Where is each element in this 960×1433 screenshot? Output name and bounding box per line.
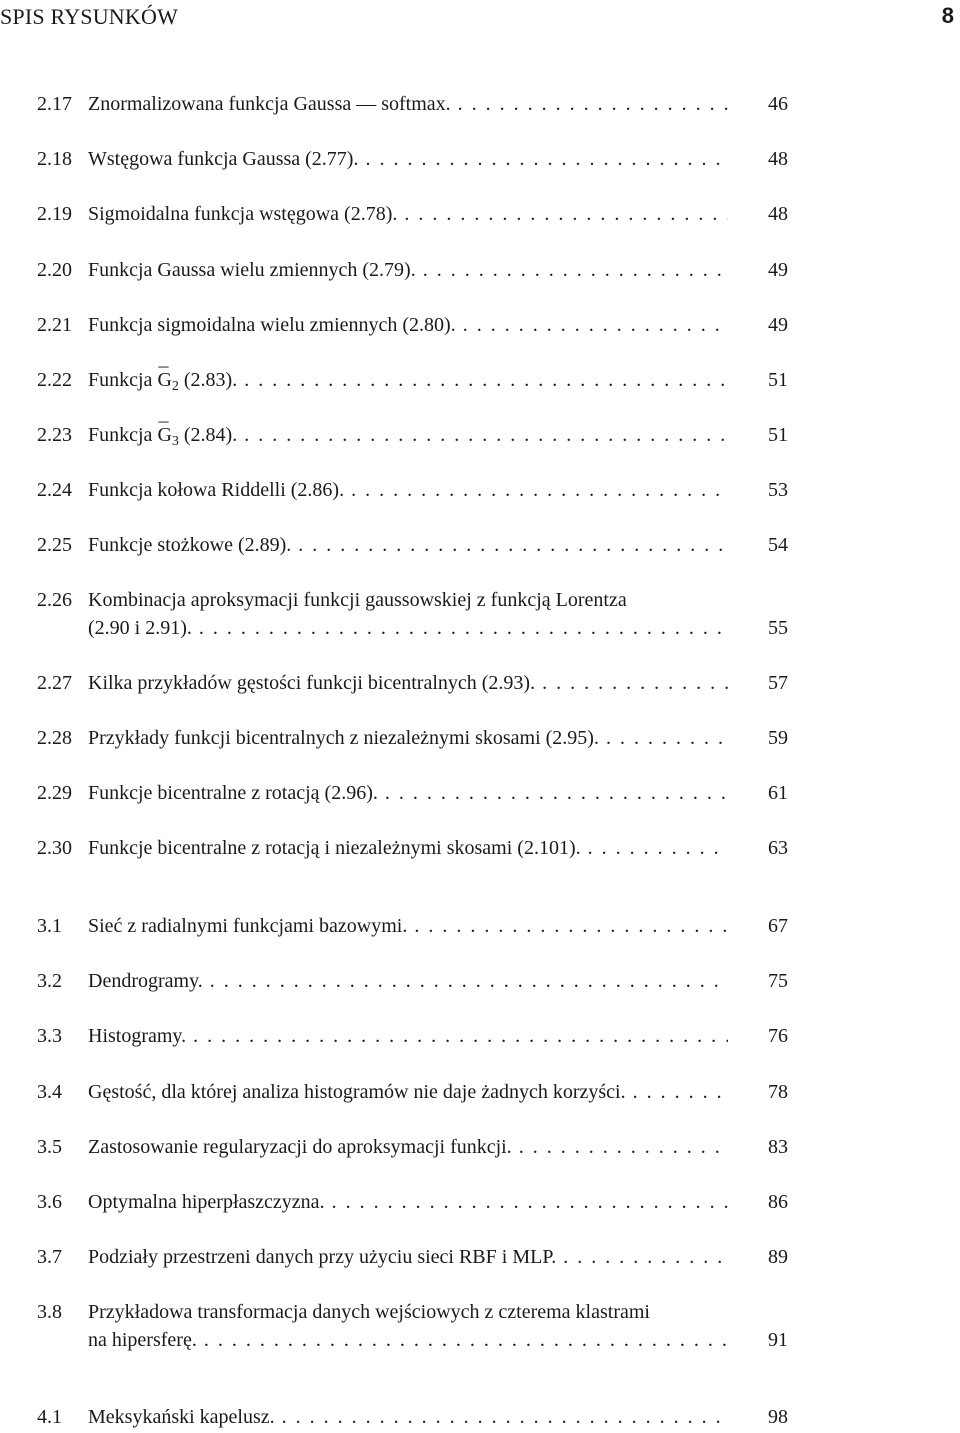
g-bar-symbol: ¯ G — [157, 424, 171, 446]
page-header — [0, 0, 960, 34]
entry-page: 53 — [768, 479, 788, 501]
entry-page: 76 — [768, 1025, 788, 1047]
entry-title: Histogramy. — [88, 1025, 187, 1047]
entry-number: 2.26 — [37, 589, 72, 611]
entry-number: 3.5 — [37, 1136, 62, 1158]
entry-number: 2.19 — [37, 203, 72, 225]
entry-page: 49 — [768, 314, 788, 336]
entry-number: 2.29 — [37, 782, 72, 804]
entry-page: 75 — [768, 970, 788, 992]
entry-page: 63 — [768, 837, 788, 859]
entry-number: 3.6 — [37, 1191, 62, 1213]
entry-title-line1: Przykładowa transformacja danych wejściowych z czterema klastrami — [88, 1301, 650, 1323]
entry-page: 61 — [768, 782, 788, 804]
entry-title: Podziały przestrzeni danych przy użyciu sieci RBF i MLP. — [88, 1246, 557, 1268]
entry-page: 91 — [768, 1329, 788, 1351]
entry-title: Przykłady funkcji bicentralnych z niezależnymi skosami (2.95). — [88, 727, 599, 749]
entry-title: Funkcja sigmoidalna wielu zmiennych (2.80). — [88, 314, 456, 336]
entry-number: 2.27 — [37, 672, 72, 694]
entry-title: Funkcje bicentralne z rotacją i niezależnymi skosami (2.101). — [88, 837, 581, 859]
entry-page: 48 — [768, 148, 788, 170]
entry-page: 89 — [768, 1246, 788, 1268]
entry-title: Funkcja ¯ $G_3$ (2.84). — [88, 424, 237, 446]
entry-number: 3.1 — [37, 915, 62, 937]
entry-title: Znormalizowana funkcja Gaussa — softmax. — [88, 93, 451, 115]
entry-page: 55 — [768, 617, 788, 639]
entry-number: 2.22 — [37, 369, 72, 391]
entry-title: Funkcje stożkowe (2.89). — [88, 534, 292, 556]
entry-title-line2: (2.90 i 2.91). — [88, 617, 192, 639]
entry-page: 51 — [768, 424, 788, 446]
entry-page: 59 — [768, 727, 788, 749]
entry-title: Funkcja Gaussa wielu zmiennych (2.79). — [88, 259, 416, 281]
entry-title-line2: na hipersferę. — [88, 1329, 197, 1351]
entry-title: Gęstość, dla której analiza histogramów nie daje żadnych korzyści. — [88, 1081, 626, 1103]
entry-page: 49 — [768, 259, 788, 281]
entry-title: Funkcje bicentralne z rotacją (2.96). — [88, 782, 378, 804]
entry-number: 3.2 — [37, 970, 62, 992]
entry-page: 86 — [768, 1191, 788, 1213]
entry-title: Sigmoidalna funkcja wstęgowa (2.78). — [88, 203, 398, 225]
entry-page: 51 — [768, 369, 788, 391]
entry-page: 83 — [768, 1136, 788, 1158]
entry-page: 48 — [768, 203, 788, 225]
header-page-number: 8 — [941, 3, 954, 28]
entry-number: 2.17 — [37, 93, 72, 115]
entry-title: Optymalna hiperpłaszczyzna. — [88, 1191, 325, 1213]
entry-number: 2.21 — [37, 314, 72, 336]
g-bar-symbol: ¯ G — [157, 369, 171, 391]
entry-page: 57 — [768, 672, 788, 694]
entry-page: 54 — [768, 534, 788, 556]
entry-number: 3.7 — [37, 1246, 62, 1268]
entry-number: 2.30 — [37, 837, 72, 859]
entry-number: 3.4 — [37, 1081, 62, 1103]
entry-title: Funkcja ¯ $G_2$ (2.83). — [88, 369, 237, 391]
entry-number: 4.1 — [37, 1406, 62, 1428]
entry-page: 46 — [768, 93, 788, 115]
entry-title: Meksykański kapelusz. — [88, 1406, 275, 1428]
entry-number: 2.25 — [37, 534, 72, 556]
entry-number: 2.23 — [37, 424, 72, 446]
header-title: SPIS RYSUNKÓW — [0, 4, 179, 29]
entry-number: 2.24 — [37, 479, 72, 501]
entry-page: 98 — [768, 1406, 788, 1428]
entry-page: 78 — [768, 1081, 788, 1103]
entry-number: 3.8 — [37, 1301, 62, 1323]
entry-title-line1: Kombinacja aproksymacji funkcji gaussowskiej z funkcją Lorentza — [88, 589, 627, 611]
entry-title: Funkcja kołowa Riddelli (2.86). — [88, 479, 345, 501]
entry-number: 2.28 — [37, 727, 72, 749]
entry-title: Wstęgowa funkcja Gaussa (2.77). — [88, 148, 359, 170]
entry-number: 2.18 — [37, 148, 72, 170]
entry-title: Zastosowanie regularyzacji do aproksymacji funkcji. — [88, 1136, 512, 1158]
entry-number: 3.3 — [37, 1025, 62, 1047]
entry-page: 67 — [768, 915, 788, 937]
entry-number: 2.20 — [37, 259, 72, 281]
entry-title: Kilka przykładów gęstości funkcji bicentralnych (2.93). — [88, 672, 536, 694]
entry-title: Sieć z radialnymi funkcjami bazowymi. — [88, 915, 408, 937]
entry-title: Dendrogramy. — [88, 970, 203, 992]
